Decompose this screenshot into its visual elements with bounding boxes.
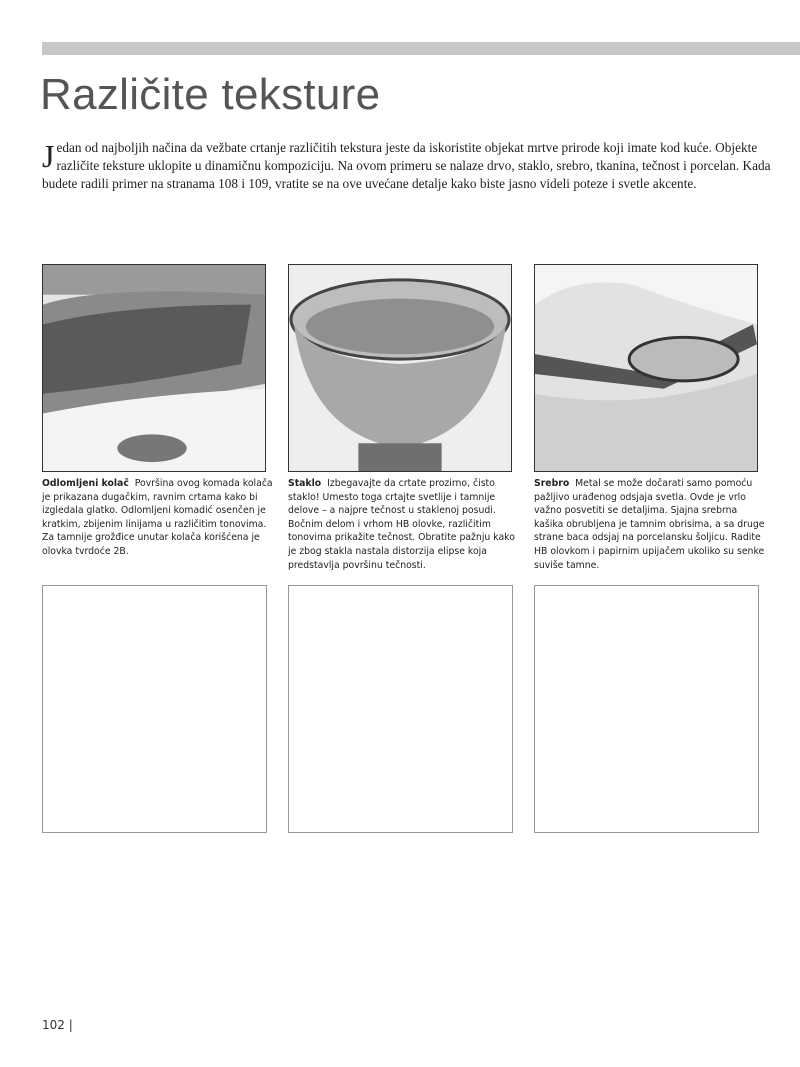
glass-bowl-sketch-image [288,264,512,472]
silver-spoon-sketch-image [534,264,758,472]
drop-cap: J [42,138,55,174]
caption-cake [42,477,274,559]
caption-glass [288,477,520,572]
caption-text: Izbegavajte da crtate prozirno, čisto staklo! Umesto toga crtajte svetlije i tamnije delove – a najpre tečnost u staklenoj posudi. Bočnim delom i vrhom HB olovke, različitim tonovima prikažite tečnost. Obratite pažnju kako je zbog stakla nastala distorzija elipse koja predstavlja površinu tečnosti. [288,478,515,571]
caption-heading: Srebro [534,478,570,489]
page-title: Različite teksture [40,70,381,119]
caption-text: Metal se može dočarati samo pomoću pažljivo urađenog odsjaja svetla. Ovde je vrlo važno posvetiti se detaljima. Sjajna srebrna kašika obrubljena je tamnim obrisima, a sa druge strane baca odsjaj na porcelansku šoljicu. Radite HB olovkom i papirnim upijačem ukoliko su senke suviše tamne. [534,478,765,571]
intro-text: edan od najboljih načina da vežbate crtanje različitih tekstura jeste da iskoristite objekat mrtve prirode koji imate kod kuće. Objekte različite teksture uklopite u dinamičnu kompoziciju. Na ovom primeru se nalaze drvo, staklo, srebro, tkanina, tečnost i porcelan. Kada budete radili primer na stranama 108 i 109, vratite se na ove uvećane detalje kako biste jasno videli poteze i svetle akcente. [42,140,771,191]
practice-box [534,585,759,833]
cake-sketch-image [42,264,266,472]
practice-box [288,585,513,833]
caption-silver [534,477,766,572]
caption-heading: Staklo [288,478,322,489]
header-bar [42,42,800,55]
page-number: 102 | [42,1018,73,1032]
caption-text: Površina ovog komada kolača je prikazana dugačkim, ravnim crtama kako bi izgledala glatko. Odlomljeni komadić osenčen je kratkim, zbijenim linijama u različitim tonovima. Za tamnije grožđice unutar kolača korišćena je olovka tvrdoće 2B. [42,478,273,557]
practice-box [42,585,267,833]
caption-heading: Odlomljeni kolač [42,478,129,489]
intro-paragraph [42,139,782,193]
